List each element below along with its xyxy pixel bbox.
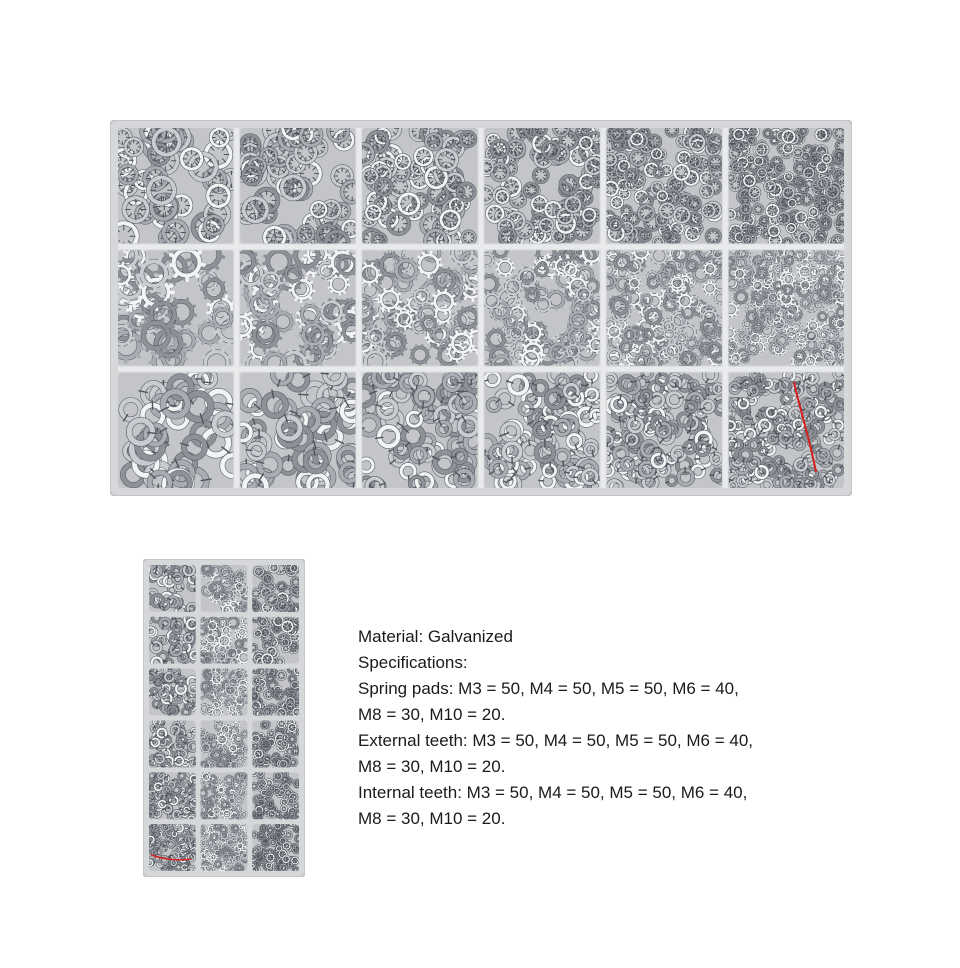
tray-compartment-external-teeth — [110, 238, 247, 379]
tray-compartment-external-teeth — [196, 614, 252, 670]
tray-compartment-external-teeth — [197, 820, 251, 876]
product-description — [358, 624, 878, 832]
tray-compartment-spring-pad — [145, 612, 201, 667]
tray-compartment-spring-pad — [118, 366, 243, 496]
tray-compartment-spring-pad — [233, 365, 362, 496]
tray-compartment-internal-teeth — [111, 120, 241, 249]
tray-compartment-internal-teeth — [601, 121, 723, 247]
tray-compartment-internal-teeth — [249, 719, 300, 771]
tray-compartment-spring-pad — [145, 562, 199, 616]
tray-compartment-internal-teeth — [250, 769, 301, 823]
tray-compartment-spring-pad — [145, 665, 201, 718]
tray-compartment-internal-teeth — [236, 120, 362, 254]
specifications-heading: Specifications: — [358, 650, 878, 676]
tray-compartment-internal-teeth — [249, 821, 303, 874]
tray-compartment-spring-pad — [146, 821, 199, 872]
internal-teeth-spec: Internal teeth: M3 = 50, M4 = 50, M5 = 50, M6 = 40, M8 = 30, M10 = 20. — [358, 780, 878, 832]
tray-compartment-external-teeth — [200, 563, 253, 618]
tray-compartment-spring-pad — [147, 717, 200, 771]
material-line: Material: Galvanized — [358, 624, 878, 650]
tray-compartment-external-teeth — [723, 244, 850, 373]
tray-compartment-internal-teeth — [249, 561, 302, 615]
tray-compartment-internal-teeth — [725, 124, 849, 248]
washer-tray-photo-vertical — [143, 559, 305, 877]
tray-compartment-internal-teeth — [249, 665, 303, 720]
tray-compartment-internal-teeth — [353, 120, 478, 251]
spring-pads-spec: Spring pads: M3 = 50, M4 = 50, M5 = 50, M6 = 40, M8 = 30, M10 = 20. — [358, 676, 878, 728]
tray-compartment-external-teeth — [196, 770, 249, 823]
tray-compartment-spring-pad — [725, 368, 848, 493]
tray-compartment-external-teeth — [197, 716, 252, 773]
tray-compartment-spring-pad — [478, 368, 607, 495]
washer-tray-photo-horizontal — [110, 120, 852, 496]
tray-compartment-internal-teeth — [477, 121, 607, 249]
external-teeth-spec: External teeth: M3 = 50, M4 = 50, M5 = 50, M6 = 40, M8 = 30, M10 = 20. — [358, 728, 878, 780]
tray-compartment-external-teeth — [599, 243, 729, 372]
tray-compartment-spring-pad — [355, 363, 490, 496]
tray-compartment-internal-teeth — [250, 614, 302, 667]
tray-compartment-external-teeth — [351, 240, 491, 375]
tray-compartment-spring-pad — [145, 769, 199, 822]
tray-compartment-external-teeth — [229, 242, 367, 380]
tray-compartment-external-teeth — [474, 242, 610, 377]
tray-compartment-spring-pad — [602, 369, 729, 493]
tray-compartment-external-teeth — [196, 665, 252, 720]
